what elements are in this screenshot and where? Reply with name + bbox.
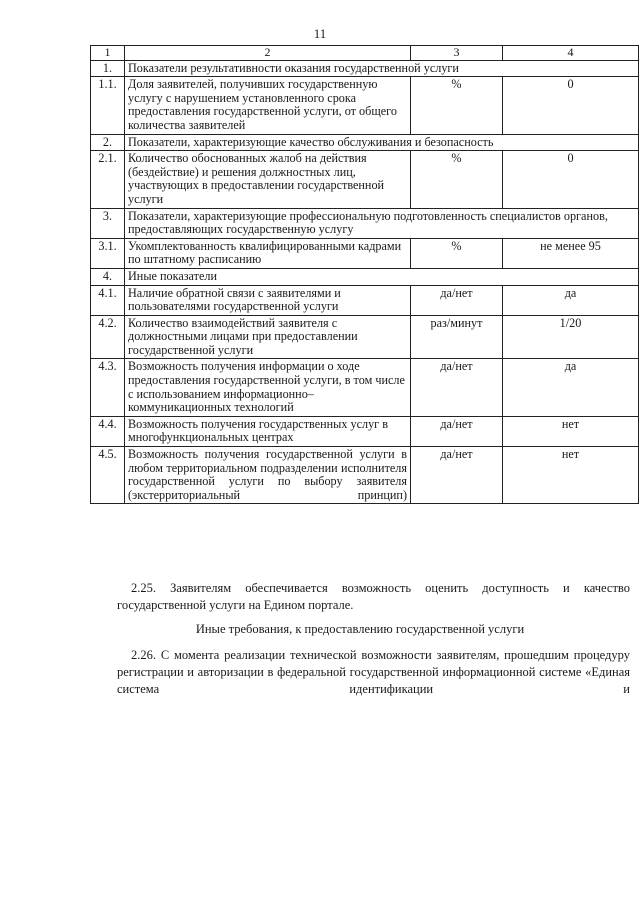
row-number: 4.5. xyxy=(91,447,125,504)
row-number: 4.2. xyxy=(91,315,125,359)
indicator-name: Возможность получения информации о ходе предоставления государственной услуги, в том числе с использованием информационно–коммуникационных технологий xyxy=(125,359,411,416)
table-section-row xyxy=(91,134,639,151)
table-section-row xyxy=(91,268,639,285)
paragraph-2-25: 2.25. Заявителям обеспечивается возможность оценить доступность и качество государственной услуги на Едином портале. xyxy=(117,581,630,612)
header-cell: 2 xyxy=(125,46,411,61)
indicator-name: Количество взаимодействий заявителя с должностными лицами при предоставлении государственной услуги xyxy=(125,315,411,359)
indicators-table xyxy=(90,45,639,504)
value-cell: не менее 95 xyxy=(503,238,639,268)
row-number: 3.1. xyxy=(91,238,125,268)
unit-cell: раз/минут xyxy=(411,315,503,359)
unit-cell: % xyxy=(411,77,503,134)
section-title: Иные показатели xyxy=(125,268,639,285)
paragraph-2-26: 2.26. С момента реализации технической возможности заявителям, прошедшим процедуру регистрации и авторизации в федеральной государственной информационной системе «Единая система идентификации и xyxy=(117,648,630,696)
unit-cell: % xyxy=(411,238,503,268)
row-number: 1.1. xyxy=(91,77,125,134)
row-number: 4. xyxy=(91,268,125,285)
unit-cell: да/нет xyxy=(411,359,503,416)
table-row xyxy=(91,238,639,268)
indicator-name: Укомплектованность квалифицированными кадрами по штатному расписанию xyxy=(125,238,411,268)
row-number: 2. xyxy=(91,134,125,151)
value-cell: нет xyxy=(503,447,639,504)
value-cell: да xyxy=(503,285,639,315)
row-number: 2.1. xyxy=(91,151,125,208)
table-section-row xyxy=(91,208,639,238)
row-number: 4.3. xyxy=(91,359,125,416)
unit-cell: да/нет xyxy=(411,416,503,446)
unit-cell: да/нет xyxy=(411,447,503,504)
header-cell: 3 xyxy=(411,46,503,61)
table-row xyxy=(91,359,639,416)
table-row xyxy=(91,315,639,359)
table-row xyxy=(91,447,639,504)
section-title: Показатели результативности оказания государственной услуги xyxy=(125,60,639,77)
value-cell: 0 xyxy=(503,77,639,134)
table-row xyxy=(91,416,639,446)
value-cell: 1/20 xyxy=(503,315,639,359)
header-cell: 1 xyxy=(91,46,125,61)
value-cell: нет xyxy=(503,416,639,446)
section-subheading: Иные требования, к предоставлению государственной услуги xyxy=(195,622,525,636)
table-section-row xyxy=(91,60,639,77)
table-row xyxy=(91,285,639,315)
indicator-name: Доля заявителей, получивших государственную услугу с нарушением установленного срока предоставления государственной услуги, от общего количества заявителей xyxy=(125,77,411,134)
row-number: 1. xyxy=(91,60,125,77)
table-row xyxy=(91,151,639,208)
table-header-row xyxy=(91,46,639,61)
section-title: Показатели, характеризующие качество обслуживания и безопасность xyxy=(125,134,639,151)
indicator-name: Количество обоснованных жалоб на действия (бездействие) и решения должностных лиц, участвующих в предоставлении государственной услуги xyxy=(125,151,411,208)
row-number: 3. xyxy=(91,208,125,238)
indicator-name: Возможность получения государственной услуги в любом территориальном подразделении исполнителя государственной услуги по выбору заявителя (экстерриториальный принцип) xyxy=(125,447,411,504)
row-number: 4.1. xyxy=(91,285,125,315)
header-cell: 4 xyxy=(503,46,639,61)
row-number: 4.4. xyxy=(91,416,125,446)
table-row xyxy=(91,77,639,134)
indicator-name: Возможность получения государственных услуг в многофункциональных центрах xyxy=(125,416,411,446)
value-cell: 0 xyxy=(503,151,639,208)
unit-cell: да/нет xyxy=(411,285,503,315)
unit-cell: % xyxy=(411,151,503,208)
indicator-name: Наличие обратной связи с заявителями и пользователями государственной услуги xyxy=(125,285,411,315)
value-cell: да xyxy=(503,359,639,416)
section-title: Показатели, характеризующие профессиональную подготовленность специалистов органов, предоставляющих государственную услугу xyxy=(125,208,639,238)
page-number: 11 xyxy=(313,26,327,41)
